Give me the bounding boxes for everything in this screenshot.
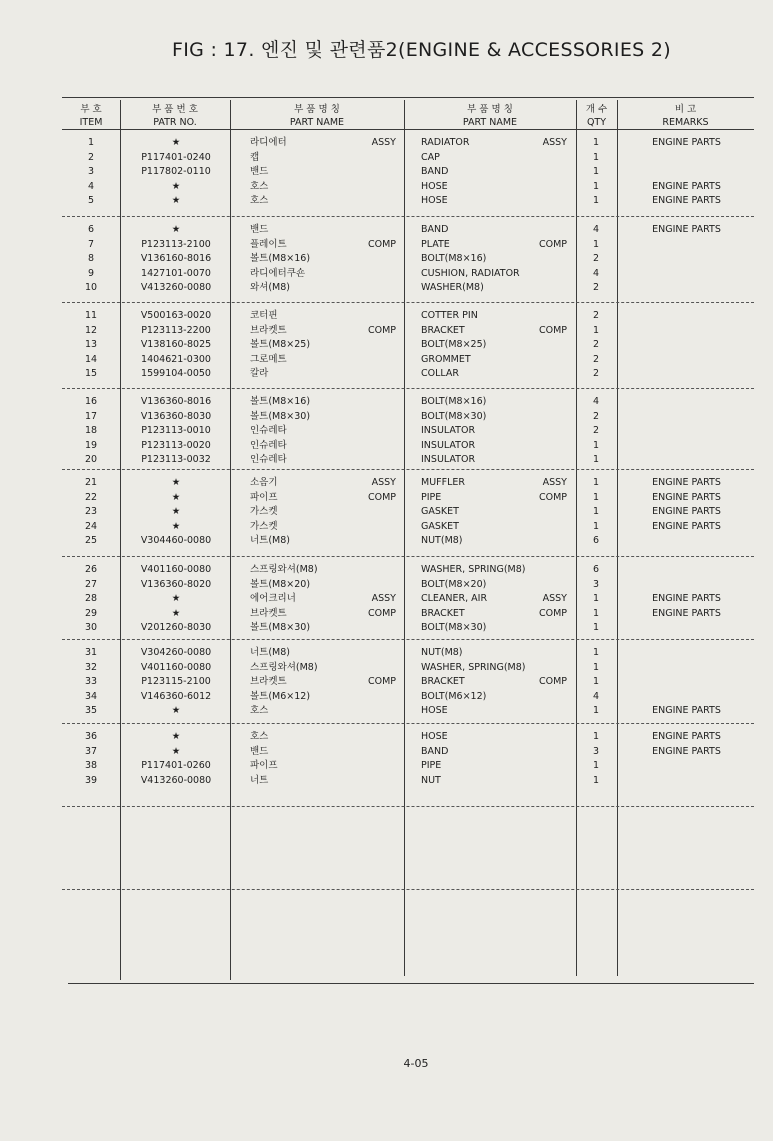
item-number: 28 [84,593,98,605]
group-separator [62,556,754,557]
quantity: 1 [592,238,600,250]
quantity: 1 [592,506,600,518]
part-type-en: COMP [538,607,567,619]
quantity: 1 [592,454,600,466]
part-type-en: COMP [538,324,567,336]
part-number: ★ [171,224,181,235]
part-type-ko: ASSY [371,477,396,488]
part-type-ko: ASSY [371,593,396,605]
part-name-en: PIPE [421,760,442,772]
item-number: 39 [84,774,98,786]
part-name-ko: 볼트(M8×30) [250,622,311,634]
part-number: 1404621-0300 [141,353,211,365]
part-name-ko: 와셔(M8) [250,282,291,294]
part-name-en: BAND [421,224,449,235]
remarks: ENGINE PARTS [652,506,721,518]
group-separator [62,639,754,640]
part-name-ko: 밴드 [250,745,269,757]
quantity: 1 [592,180,600,192]
part-number: V136360-8030 [140,410,212,422]
part-name-ko: 인슈레타 [250,425,287,437]
page-title: FIG : 17. 엔진 및 관련품2(ENGINE & ACCESSORIES 2) [172,39,671,61]
header-item: 부 호 ITEM [79,104,103,128]
part-name-en: BRACKET [421,676,465,688]
item-number: 12 [84,324,98,336]
part-type-ko: COMP [367,324,396,336]
item-number: 6 [87,224,95,235]
col-sep-4 [576,100,577,976]
part-name-ko: 라디에터 [250,137,287,148]
part-name-ko: 플레이트 [250,238,287,250]
part-number: V401160-0080 [140,661,212,673]
item-number: 3 [87,166,95,178]
part-name-en: HOSE [421,705,448,717]
part-type-en: ASSY [542,137,567,148]
quantity: 1 [592,593,600,605]
part-name-en: NUT(M8) [421,647,463,658]
part-name-ko: 그로메트 [250,353,287,365]
part-number: ★ [171,705,181,717]
item-number: 37 [84,745,98,757]
part-name-ko: 브라켓트 [250,607,287,619]
part-name-ko: 너트 [250,774,269,786]
part-name-ko: 호스 [250,180,269,192]
item-number: 7 [87,238,95,250]
part-name-en: INSULATOR [421,439,476,451]
quantity: 1 [592,151,600,163]
header-part-name-en: 부 품 명 칭 PART NAME [462,104,518,128]
quantity: 1 [592,195,600,207]
quantity: 1 [592,774,600,786]
part-name-ko: 브라켓트 [250,676,287,688]
header-qty: 개 수 QTY [585,104,608,128]
quantity: 2 [592,368,600,380]
item-number: 24 [84,520,98,532]
part-name-ko: 칼라 [250,368,269,380]
item-number: 8 [87,253,95,265]
remarks: ENGINE PARTS [652,137,721,148]
quantity: 4 [592,396,600,407]
col-sep-2 [230,100,231,980]
remarks: ENGINE PARTS [652,195,721,207]
header-bottom-border [62,129,754,130]
part-name-en: BOLT(M8×16) [421,253,487,265]
part-name-ko: 밴드 [250,224,269,235]
item-number: 38 [84,760,98,772]
part-name-en: NUT(M8) [421,535,463,547]
item-number: 1 [87,137,95,148]
part-name-ko: 스프링와셔(M8) [250,661,318,673]
part-number: P123113-2200 [141,324,211,336]
part-name-ko: 호스 [250,731,269,742]
part-name-en: BOLT(M6×12) [421,690,487,702]
part-number: P123113-2100 [141,238,211,250]
part-name-en: NUT [421,774,441,786]
part-number: V500163-0020 [140,310,212,321]
part-name-ko: 인슈레타 [250,439,287,451]
quantity: 2 [592,310,600,321]
quantity: 1 [592,477,600,488]
part-number: P123115-2100 [141,676,211,688]
part-number: ★ [171,137,181,148]
quantity: 1 [592,520,600,532]
part-name-en: WASHER, SPRING(M8) [421,661,526,673]
quantity: 4 [592,690,600,702]
part-name-en: WASHER, SPRING(M8) [421,564,526,575]
quantity: 1 [592,491,600,503]
quantity: 4 [592,224,600,235]
quantity: 2 [592,282,600,294]
item-number: 29 [84,607,98,619]
part-type-ko: ASSY [371,137,396,148]
part-number: ★ [171,195,181,207]
part-number: ★ [171,607,181,619]
remarks: ENGINE PARTS [652,705,721,717]
remarks: ENGINE PARTS [652,491,721,503]
part-name-ko: 볼트(M8×30) [250,410,311,422]
part-name-en: INSULATOR [421,425,476,437]
part-name-en: GASKET [421,520,459,532]
item-number: 11 [84,310,98,321]
part-name-en: INSULATOR [421,454,476,466]
part-name-ko: 밴드 [250,166,269,178]
part-name-ko: 호스 [250,195,269,207]
part-number: ★ [171,477,181,488]
part-name-ko: 소음기 [250,477,278,488]
item-number: 9 [87,267,95,279]
part-number: V413260-0080 [140,282,212,294]
quantity: 2 [592,410,600,422]
quantity: 2 [592,353,600,365]
part-name-ko: 볼트(M8×16) [250,396,311,407]
part-number: P117401-0240 [141,151,211,163]
part-name-ko: 인슈레타 [250,454,287,466]
part-name-en: GASKET [421,506,459,518]
part-name-en: BAND [421,166,449,178]
item-number: 4 [87,180,95,192]
item-number: 33 [84,676,98,688]
part-number: V201260-8030 [140,622,212,634]
part-number: V146360-6012 [140,690,212,702]
quantity: 1 [592,647,600,658]
quantity: 2 [592,425,600,437]
part-type-ko: COMP [367,491,396,503]
group-separator [62,889,754,890]
part-number: ★ [171,520,181,532]
group-separator [62,388,754,389]
quantity: 1 [592,676,600,688]
remarks: ENGINE PARTS [652,180,721,192]
part-number: V304260-0080 [140,647,212,658]
part-name-ko: 파이프 [250,491,278,503]
remarks: ENGINE PARTS [652,224,721,235]
part-name-en: PLATE [421,238,450,250]
remarks: ENGINE PARTS [652,731,721,742]
col-sep-1 [120,100,121,980]
part-name-en: CAP [421,151,440,163]
part-number: P117802-0110 [141,166,211,178]
part-name-en: CUSHION, RADIATOR [421,267,520,279]
remarks: ENGINE PARTS [652,520,721,532]
part-name-ko: 볼트(M6×12) [250,690,311,702]
part-number: P123113-0032 [141,454,211,466]
remarks: ENGINE PARTS [652,745,721,757]
part-name-ko: 볼트(M8×25) [250,339,311,351]
part-name-en: BRACKET [421,607,465,619]
item-number: 32 [84,661,98,673]
part-name-en: HOSE [421,180,448,192]
part-name-ko: 에어크리너 [250,593,296,605]
item-number: 20 [84,454,98,466]
part-name-en: BAND [421,745,449,757]
quantity: 1 [592,661,600,673]
remarks: ENGINE PARTS [652,593,721,605]
part-number: ★ [171,180,181,192]
item-number: 18 [84,425,98,437]
part-name-ko: 볼트(M8×20) [250,578,311,590]
part-name-en: BRACKET [421,324,465,336]
part-number: 1427101-0070 [141,267,211,279]
part-type-en: ASSY [542,477,567,488]
part-name-ko: 파이프 [250,760,278,772]
page-number: 4-05 [403,1057,429,1070]
part-name-ko: 볼트(M8×16) [250,253,311,265]
item-number: 5 [87,195,95,207]
item-number: 2 [87,151,95,163]
group-separator [62,723,754,724]
part-name-en: BOLT(M8×30) [421,622,487,634]
part-number: P123113-0010 [141,425,211,437]
item-number: 10 [84,282,98,294]
group-separator [62,302,754,303]
part-name-en: HOSE [421,731,448,742]
part-name-en: WASHER(M8) [421,282,484,294]
item-number: 35 [84,705,98,717]
part-name-ko: 가스켓 [250,506,278,518]
header-remarks: 비 고 REMARKS [662,104,709,128]
part-number: V413260-0080 [140,774,212,786]
part-number: ★ [171,593,181,605]
part-type-en: COMP [538,238,567,250]
part-name-en: HOSE [421,195,448,207]
part-name-ko: 너트(M8) [250,535,291,547]
table-top-border [62,97,754,98]
quantity: 1 [592,731,600,742]
quantity: 1 [592,137,600,148]
item-number: 14 [84,353,98,365]
item-number: 19 [84,439,98,451]
part-name-en: PIPE [421,491,442,503]
part-name-ko: 가스켓 [250,520,278,532]
col-sep-3 [404,100,405,976]
quantity: 2 [592,339,600,351]
part-name-en: COLLAR [421,368,460,380]
part-number: V304460-0080 [140,535,212,547]
quantity: 1 [592,324,600,336]
part-name-en: GROMMET [421,353,471,365]
part-type-ko: COMP [367,607,396,619]
header-part-no: 부 품 번 호 PATR NO. [152,104,198,128]
part-name-ko: 코터핀 [250,310,278,321]
quantity: 6 [592,564,600,575]
part-name-en: BOLT(M8×16) [421,396,487,407]
part-name-en: BOLT(M8×20) [421,578,487,590]
quantity: 1 [592,760,600,772]
part-number: ★ [171,731,181,742]
item-number: 30 [84,622,98,634]
part-name-en: CLEANER, AIR [421,593,488,605]
part-type-ko: COMP [367,676,396,688]
part-number: V401160-0080 [140,564,212,575]
header-part-name-ko: 부 품 명 칭 PART NAME [289,104,345,128]
item-number: 13 [84,339,98,351]
item-number: 26 [84,564,98,575]
quantity: 1 [592,705,600,717]
item-number: 16 [84,396,98,407]
part-number: ★ [171,491,181,503]
group-separator [62,469,754,470]
col-sep-5 [617,100,618,976]
quantity: 1 [592,607,600,619]
quantity: 6 [592,535,600,547]
part-name-ko: 스프링와셔(M8) [250,564,318,575]
part-type-en: COMP [538,491,567,503]
part-type-ko: COMP [367,238,396,250]
item-number: 27 [84,578,98,590]
part-number: V136160-8016 [140,253,212,265]
quantity: 1 [592,439,600,451]
group-separator [62,806,754,807]
part-name-ko: 라디에터쿠숀 [250,267,306,279]
part-number: P123113-0020 [141,439,211,451]
quantity: 2 [592,253,600,265]
item-number: 23 [84,506,98,518]
part-name-en: MUFFLER [421,477,465,488]
part-name-ko: 캡 [250,151,260,163]
remarks: ENGINE PARTS [652,477,721,488]
part-name-ko: 호스 [250,705,269,717]
item-number: 21 [84,477,98,488]
part-number: 1599104-0050 [141,368,211,380]
part-number: V138160-8025 [140,339,212,351]
part-type-en: COMP [538,676,567,688]
item-number: 22 [84,491,98,503]
quantity: 1 [592,622,600,634]
quantity: 3 [592,578,600,590]
part-name-en: RADIATOR [421,137,470,148]
part-name-en: BOLT(M8×25) [421,339,487,351]
table-bottom-border [68,983,754,984]
item-number: 36 [84,731,98,742]
part-name-ko: 너트(M8) [250,647,291,658]
part-number: V136360-8016 [140,396,212,407]
part-type-en: ASSY [542,593,567,605]
item-number: 17 [84,410,98,422]
part-name-ko: 브라켓트 [250,324,287,336]
part-number: ★ [171,745,181,757]
part-name-en: BOLT(M8×30) [421,410,487,422]
part-number: V136360-8020 [140,578,212,590]
part-name-en: COTTER PIN [421,310,478,321]
item-number: 31 [84,647,98,658]
group-separator [62,216,754,217]
item-number: 15 [84,368,98,380]
part-number: ★ [171,506,181,518]
item-number: 34 [84,690,98,702]
quantity: 1 [592,166,600,178]
quantity: 4 [592,267,600,279]
quantity: 3 [592,745,600,757]
remarks: ENGINE PARTS [652,607,721,619]
part-number: P117401-0260 [141,760,211,772]
item-number: 25 [84,535,98,547]
